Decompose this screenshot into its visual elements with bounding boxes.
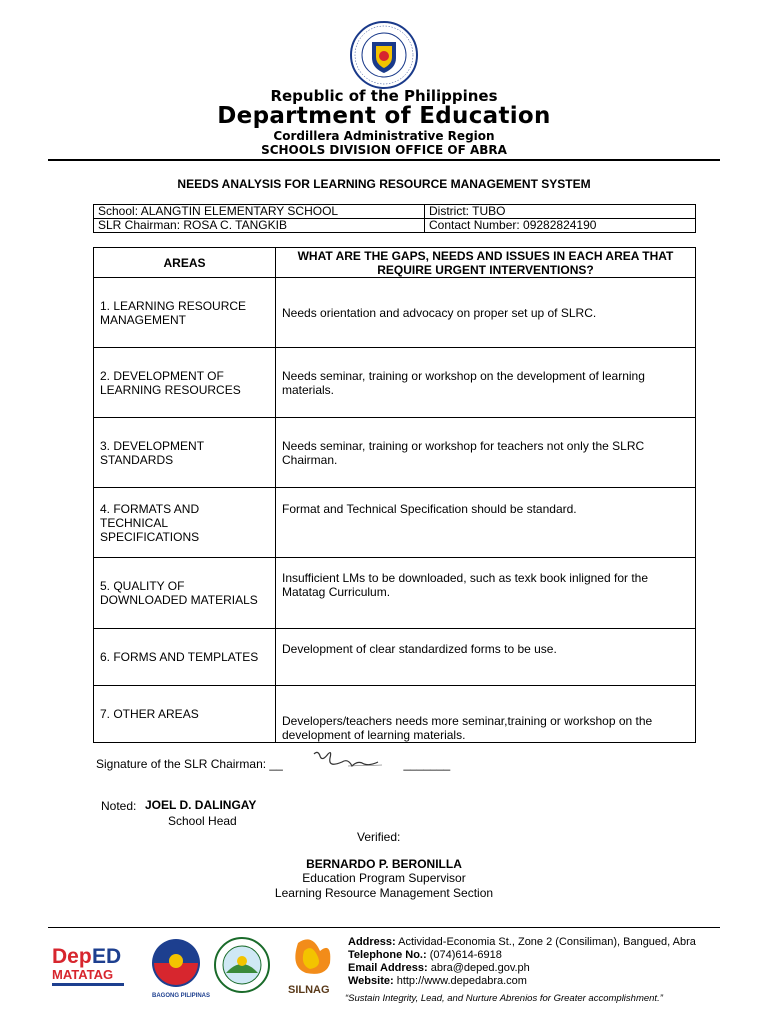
gaps-column-header: WHAT ARE THE GAPS, NEEDS AND ISSUES IN EACH AREA THAT REQUIRE URGENT INTERVENTIONS? bbox=[276, 248, 696, 278]
areas-column-header: AREAS bbox=[94, 248, 276, 278]
table-row bbox=[94, 686, 696, 743]
table-header-row bbox=[94, 248, 696, 278]
verifier-role: Education Program Supervisor bbox=[302, 871, 466, 885]
noted-label: Noted: bbox=[101, 799, 137, 813]
footer-email: Email Address: abra@deped.gov.ph bbox=[348, 962, 530, 974]
svg-text:BAGONG PILIPINAS: BAGONG PILIPINAS bbox=[152, 993, 211, 999]
area-cell: 5. QUALITY OF DOWNLOADED MATERIALS bbox=[94, 558, 276, 629]
footer-logos bbox=[50, 933, 340, 1003]
gap-cell: Needs seminar, training or workshop for teachers not only the SLRC Chairman. bbox=[276, 418, 696, 488]
contact-number: Contact Number: 09282824190 bbox=[425, 219, 696, 233]
area-cell: 6. FORMS AND TEMPLATES bbox=[94, 629, 276, 686]
document-title: NEEDS ANALYSIS FOR LEARNING RESOURCE MANAGEMENT SYSTEM bbox=[177, 177, 591, 191]
gap-cell: Format and Technical Specification should be standard. bbox=[276, 488, 696, 558]
area-cell: 2. DEVELOPMENT OF LEARNING RESOURCES bbox=[94, 348, 276, 418]
noted-role: School Head bbox=[168, 814, 237, 828]
svg-text:MATATAG: MATATAG bbox=[52, 967, 114, 982]
area-cell: 4. FORMATS AND TECHNICAL SPECIFICATIONS bbox=[94, 488, 276, 558]
svg-text:SILNAG: SILNAG bbox=[288, 984, 330, 996]
footer-divider bbox=[48, 927, 720, 928]
division-heading: SCHOOLS DIVISION OFFICE OF ABRA bbox=[261, 143, 507, 157]
needs-analysis-table bbox=[93, 247, 696, 743]
table-row bbox=[94, 558, 696, 629]
gap-cell: Developers/teachers needs more seminar,training or workshop on the development of learning materials. bbox=[276, 686, 696, 743]
table-row bbox=[94, 629, 696, 686]
silnag-logo bbox=[288, 939, 330, 996]
verifier-section: Learning Resource Management Section bbox=[274, 886, 494, 900]
republic-heading: Republic of the Philippines bbox=[270, 87, 498, 105]
signature-label bbox=[96, 757, 450, 771]
noted-name: JOEL D. DALINGAY bbox=[145, 798, 257, 812]
deped-matatag-logo bbox=[52, 945, 124, 986]
footer-motto: “Sustain Integrity, Lead, and Nurture Abrenios for Greater accomplishment.” bbox=[345, 993, 663, 1004]
gap-cell: Development of clear standardized forms to be use. bbox=[276, 629, 696, 686]
svg-text:Dep: Dep bbox=[52, 945, 92, 968]
signature-underline: _______ bbox=[403, 757, 451, 771]
department-heading: Department of Education bbox=[217, 103, 551, 129]
gap-cell: Insufficient LMs to be downloaded, such as texk book inligned for the Matatag Curriculum. bbox=[276, 558, 696, 629]
footer-address: Address: Actividad-Economia St., Zone 2 (Consiliman), Bangued, Abra bbox=[348, 936, 696, 948]
sdo-abra-seal-logo bbox=[215, 938, 269, 992]
gap-cell: Needs orientation and advocacy on proper set up of SLRC. bbox=[276, 278, 696, 348]
footer-phone: Telephone No.: (074)614-6918 bbox=[348, 949, 502, 961]
footer-website: Website: http://www.depedabra.com bbox=[348, 975, 527, 987]
school-info-table bbox=[93, 204, 696, 233]
table-row bbox=[94, 488, 696, 558]
school-name: School: ALANGTIN ELEMENTARY SCHOOL bbox=[94, 205, 425, 219]
area-cell: 1. LEARNING RESOURCE MANAGEMENT bbox=[94, 278, 276, 348]
table-row bbox=[94, 348, 696, 418]
table-row bbox=[94, 418, 696, 488]
table-row bbox=[94, 278, 696, 348]
area-cell: 3. DEVELOPMENT STANDARDS bbox=[94, 418, 276, 488]
slr-chairman: SLR Chairman: ROSA C. TANGKIB bbox=[94, 219, 425, 233]
area-cell: 7. OTHER AREAS bbox=[94, 686, 276, 743]
header-divider bbox=[48, 159, 720, 161]
footer-contact-info bbox=[348, 936, 696, 988]
signature-label-text: Signature of the SLR Chairman: __ bbox=[96, 757, 283, 771]
bagong-pilipinas-logo bbox=[152, 939, 210, 999]
handwritten-signature bbox=[308, 748, 388, 776]
verifier-name: BERNARDO P. BERONILLA bbox=[306, 857, 462, 871]
region-heading: Cordillera Administrative Region bbox=[273, 129, 495, 143]
district: District: TUBO bbox=[425, 205, 696, 219]
svg-text:ED: ED bbox=[92, 945, 122, 968]
deped-seal-logo bbox=[349, 20, 419, 90]
verified-label: Verified: bbox=[357, 830, 401, 844]
gap-cell: Needs seminar, training or workshop on the development of learning materials. bbox=[276, 348, 696, 418]
